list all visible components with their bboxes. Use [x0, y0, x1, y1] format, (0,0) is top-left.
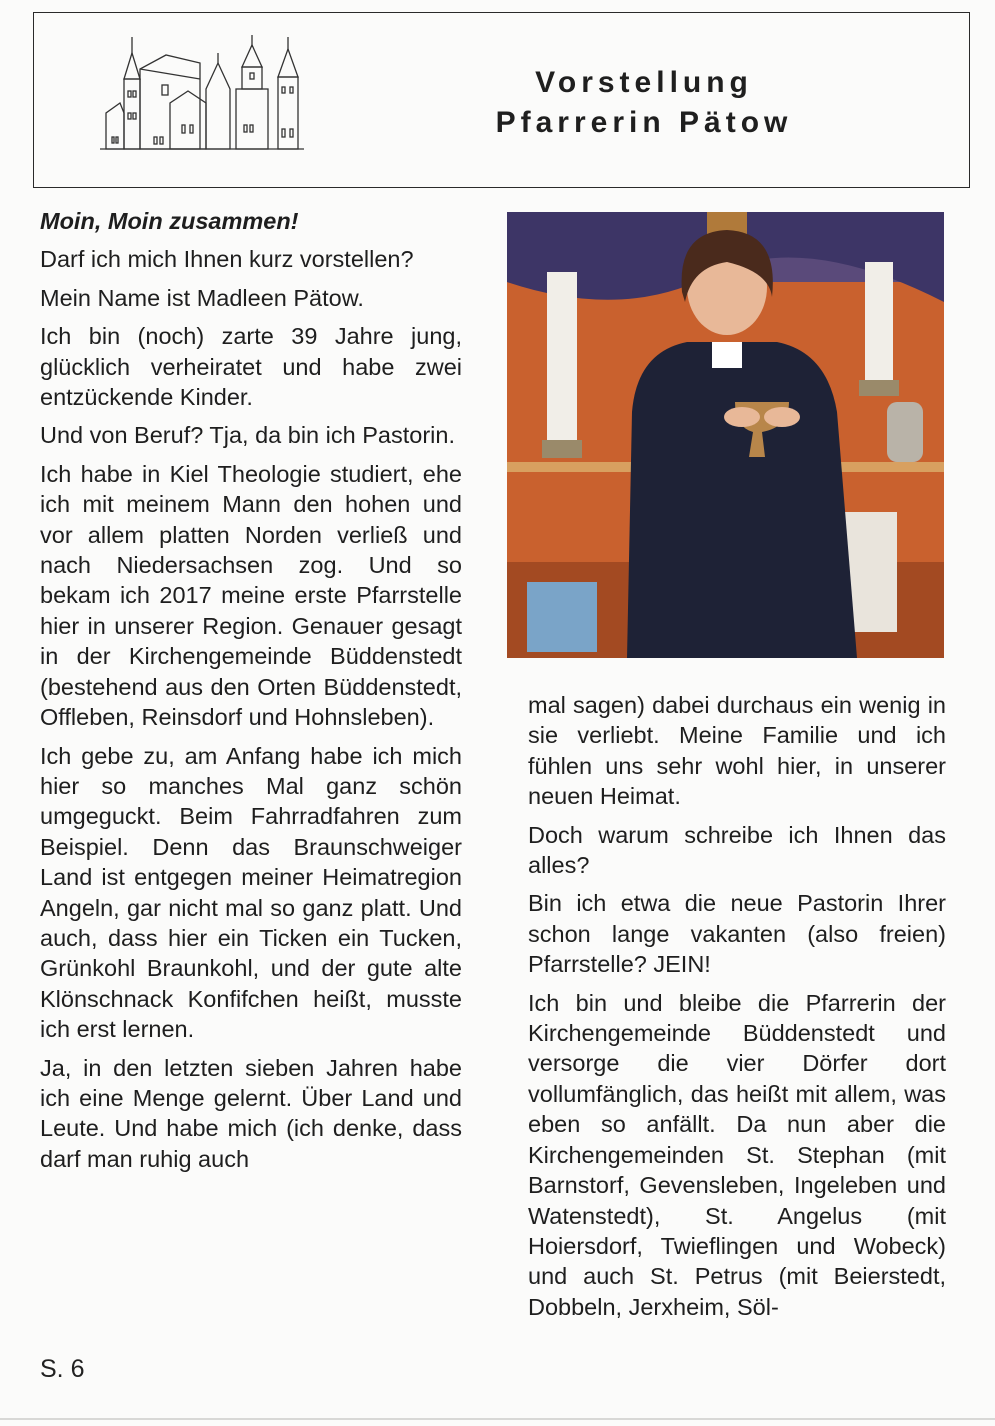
candle-left: [547, 272, 577, 442]
paragraph: Ich gebe zu, am Anfang habe ich mich hier so manches Mal ganz schön umgeguckt. Beim Fahrradfahren zum Beispiel. Denn das Braunschweiger Land ist entgegen meiner Heimatregion Angeln, gar nicht mal so ganz platt. Und auch, dass hier ein Ticken ein Tucken, Grünkohl Braunkohl, und der gute alte Klönschnack Konfifchen heißt, musste ich erst lernen.: [40, 742, 462, 1043]
left-column: [40, 206, 462, 1182]
paragraph: Ich habe in Kiel Theologie studiert, ehe ich mit meinem Mann den hohen und vor allem platten Norden verließ und nach Niedersachsen zog. Und so bekam ich 2017 meine erste Pfarrstelle hier in unserer Region. Genauer gesagt in der Kirchengemeinde Büddenstedt (bestehend aus den Orten Büddenstedt, Offleben, Reinsdorf und Hohnsleben).: [40, 460, 462, 731]
bands: [712, 342, 742, 368]
right-column: [528, 690, 946, 1330]
jug: [887, 402, 923, 462]
paragraph: Doch warum schreibe ich Ihnen das alles?: [528, 821, 946, 879]
header-box: [33, 12, 970, 188]
pastor-photo: [507, 212, 944, 658]
robe: [627, 342, 857, 658]
paragraph: mal sagen) dabei durchaus ein wenig in sie verliebt. Meine Familie und ich fühlen uns sehr wohl hier, in unserer neuen Heimat.: [528, 692, 946, 810]
paragraph: Ich bin und bleibe die Pfarrerin der Kirchengemeinde Büddenstedt und versorge die vier Dörfer dort vollumfänglich, das heißt mit allem, was eben so anfällt. Da nun aber die Kirchengemeinden St. Stephan (mit Barnstorf, Gevensleben, Ingeleben und Watenstedt), St. Angelus (mit Hoiersdorf, Twieflingen und Wobeck) und auch St. Petrus (mit Beierstedt, Dobbeln, Jerxheim, Söl-: [528, 989, 946, 1320]
paragraph: Darf ich mich Ihnen kurz vorstellen?: [40, 246, 414, 273]
paragraph: Mein Name ist Madleen Pätow.: [40, 284, 364, 311]
page-number: S. 6: [40, 1355, 85, 1383]
paragraph: Und von Beruf? Tja, da bin ich Pastorin.: [40, 422, 455, 449]
title-line-2: Pfarrerin Pätow: [495, 106, 793, 139]
title-line-1: Vorstellung: [535, 66, 753, 99]
paragraph: Ja, in den letzten sieben Jahren habe ich eine Menge gelernt. Über Land und Leute. Und habe mich (ich denke, dass darf man ruhig auch: [40, 1054, 462, 1172]
page-edge: [0, 1418, 995, 1420]
greeting: Moin, Moin zusammen!: [40, 208, 299, 234]
paragraph: Bin ich etwa die neue Pastorin Ihrer schon lange vakanten (also freien) Pfarrstelle? JEIN!: [528, 890, 946, 978]
church-skyline-icon: [70, 33, 310, 161]
paragraph: Ich bin (noch) zarte 39 Jahre jung, glücklich verheiratet und habe zwei entzückende Kinder.: [40, 323, 462, 411]
candle-right: [865, 262, 893, 382]
photo-illustration: [507, 212, 944, 658]
article-title: [364, 63, 924, 143]
